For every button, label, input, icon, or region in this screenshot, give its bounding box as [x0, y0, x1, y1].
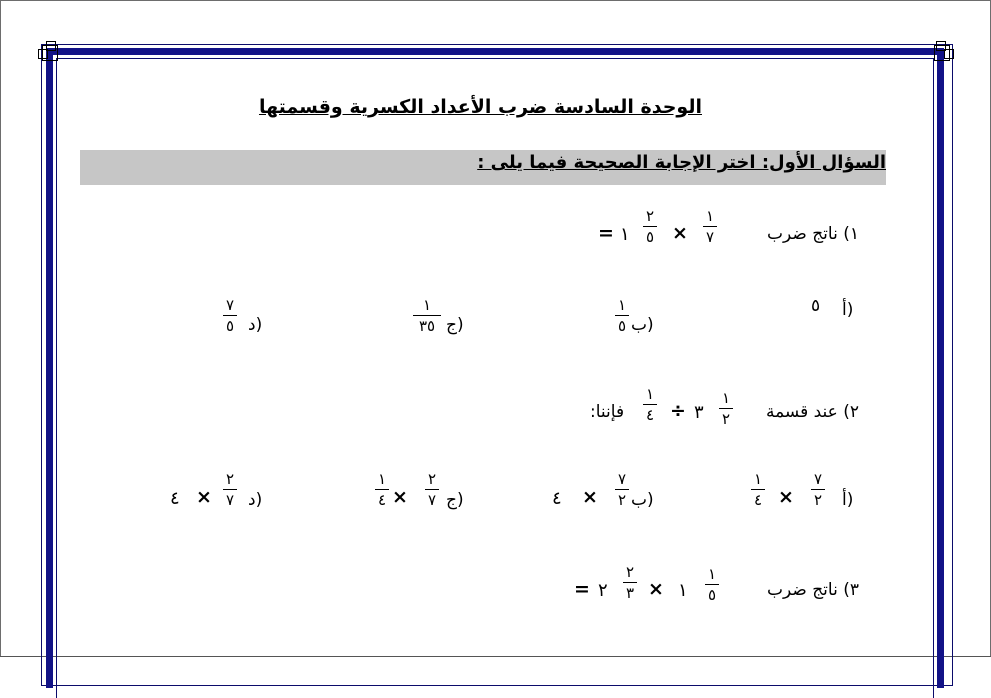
- q1-times: ×: [672, 222, 688, 244]
- q2-choice-c-label[interactable]: ج): [446, 490, 464, 510]
- q2-choice-a-fraction-1: ٧ ٢: [808, 470, 828, 509]
- q2-choice-b-label[interactable]: ب): [631, 490, 654, 510]
- q1-fraction-1: ١ ٧: [700, 207, 720, 246]
- q1-choice-b-fraction: ١ ٥: [612, 296, 632, 335]
- frame-corner-ornament: [38, 41, 56, 59]
- q2-fraction-1: ١ ٢: [716, 389, 736, 428]
- q3-fraction-1: ١ ٥: [702, 565, 722, 604]
- q2-choice-d-label[interactable]: د): [248, 490, 263, 510]
- q2-suffix: فإننا:: [590, 402, 625, 422]
- q2-choice-a-label[interactable]: أ): [842, 490, 854, 510]
- q1-equals: =: [598, 222, 614, 244]
- q3-label: ٣) ناتج ضرب: [766, 580, 859, 600]
- q2-choice-a-times: ×: [778, 486, 794, 508]
- q2-choice-b-whole: ٤: [552, 488, 562, 509]
- q3-whole-2: ٢: [598, 580, 608, 601]
- q1-fraction-2: ٢ ٥: [640, 207, 660, 246]
- q3-whole-1: ١: [678, 580, 688, 601]
- q2-choice-c-fraction-2: ١ ٤: [372, 470, 392, 509]
- q1-choice-d-label[interactable]: د): [248, 315, 263, 335]
- q1-choice-d-fraction: ٧ ٥: [220, 296, 240, 335]
- q1-whole: ١: [620, 224, 630, 245]
- q2-fraction-2: ١ ٤: [640, 385, 660, 424]
- q2-whole: ٣: [694, 402, 704, 423]
- q2-choice-a-fraction-2: ١ ٤: [748, 470, 768, 509]
- question-heading: السؤال الأول: اختر الإجابة الصحيحة فيما يلى :: [477, 152, 886, 173]
- q2-choice-b-fraction: ٧ ٢: [612, 470, 632, 509]
- q1-choice-c-fraction: ١ ٣٥: [410, 296, 444, 335]
- q1-choice-a-value: ٥: [811, 296, 821, 316]
- q2-label: ٢) عند قسمة: [765, 402, 859, 422]
- q3-equals: =: [574, 578, 590, 600]
- q1-choice-b-label[interactable]: ب): [631, 315, 654, 335]
- q3-fraction-2: ٢ ٣: [620, 563, 640, 602]
- q2-choice-c-times: ×: [392, 486, 408, 508]
- q2-choice-b-times: ×: [582, 486, 598, 508]
- q2-divide: ÷: [670, 400, 686, 422]
- unit-title: الوحدة السادسة ضرب الأعداد الكسرية وقسمتها: [258, 96, 702, 118]
- q2-choice-c-fraction-1: ٢ ٧: [422, 470, 442, 509]
- frame-corner-ornament: [934, 41, 952, 59]
- q1-choice-c-label[interactable]: ج): [446, 315, 464, 335]
- q1-label: ١) ناتج ضرب: [766, 224, 859, 244]
- q3-times: ×: [648, 578, 664, 600]
- q2-choice-d-times: ×: [196, 486, 212, 508]
- q2-choice-d-whole: ٤: [170, 488, 180, 509]
- q2-choice-d-fraction: ٢ ٧: [220, 470, 240, 509]
- q1-choice-a-label[interactable]: أ): [842, 300, 854, 320]
